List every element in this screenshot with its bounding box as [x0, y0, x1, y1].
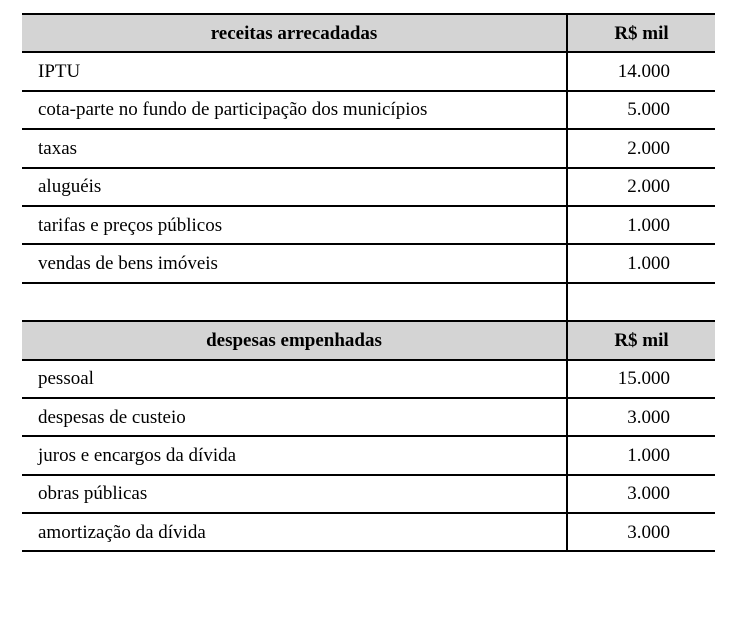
row-value: 1.000: [567, 244, 715, 282]
row-label: pessoal: [22, 360, 567, 398]
spacer-cell: [567, 283, 715, 321]
spacer-cell: [22, 283, 567, 321]
row-label: taxas: [22, 129, 567, 167]
despesas-header-label: despesas empenhadas: [22, 321, 567, 359]
receitas-header-row: [22, 14, 715, 52]
table-row: [22, 52, 715, 90]
row-value: 3.000: [567, 398, 715, 436]
row-label: cota-parte no fundo de participação dos municípios: [22, 91, 567, 129]
row-value: 1.000: [567, 206, 715, 244]
row-label: vendas de bens imóveis: [22, 244, 567, 282]
row-label: aluguéis: [22, 168, 567, 206]
table-row: [22, 360, 715, 398]
row-value: 3.000: [567, 475, 715, 513]
table-row: [22, 206, 715, 244]
table-row: [22, 168, 715, 206]
receitas-header-unit: R$ mil: [567, 14, 715, 52]
table-row: [22, 513, 715, 551]
despesas-header-row: [22, 321, 715, 359]
table-row: [22, 436, 715, 474]
row-value: 2.000: [567, 129, 715, 167]
row-label: amortização da dívida: [22, 513, 567, 551]
row-value: 1.000: [567, 436, 715, 474]
row-label: obras públicas: [22, 475, 567, 513]
despesas-header-unit: R$ mil: [567, 321, 715, 359]
row-label: IPTU: [22, 52, 567, 90]
table-row: [22, 91, 715, 129]
budget-table: [22, 13, 715, 552]
table-row: [22, 475, 715, 513]
row-label: juros e encargos da dívida: [22, 436, 567, 474]
table-row: [22, 244, 715, 282]
row-label: despesas de custeio: [22, 398, 567, 436]
receitas-header-label: receitas arrecadadas: [22, 14, 567, 52]
row-value: 5.000: [567, 91, 715, 129]
spacer-row: [22, 283, 715, 321]
table-row: [22, 129, 715, 167]
row-label: tarifas e preços públicos: [22, 206, 567, 244]
row-value: 14.000: [567, 52, 715, 90]
table-row: [22, 398, 715, 436]
row-value: 15.000: [567, 360, 715, 398]
row-value: 3.000: [567, 513, 715, 551]
row-value: 2.000: [567, 168, 715, 206]
